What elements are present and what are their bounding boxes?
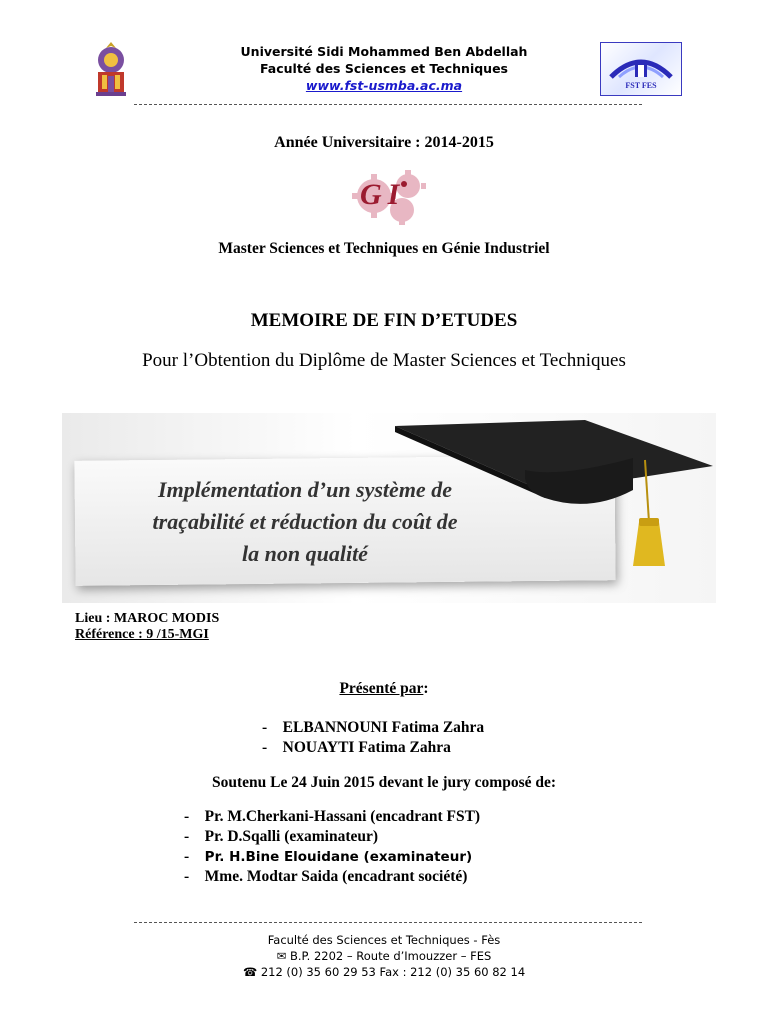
thesis-title-line-1: Implémentation d’un système de: [158, 477, 452, 502]
mailbox-icon: ✉: [276, 949, 287, 963]
diploma-line: Pour l’Obtention du Diplôme de Master Sciences et Techniques: [142, 350, 626, 371]
presented-by: Présenté par:: [339, 680, 429, 697]
phone-icon: ☎: [242, 965, 258, 979]
footer: [0, 932, 768, 980]
fst-logo-caption: FST FES: [625, 81, 657, 90]
author-item: - ELBANNOUNI Fatima Zahra: [262, 719, 485, 736]
footer-address: ✉ B.P. 2202 – Route d’Imouzzer – FES: [276, 949, 492, 963]
author-list: [262, 718, 484, 758]
website-link[interactable]: www.fst-usmba.ac.ma: [305, 78, 463, 93]
gi-program-logo: [352, 168, 428, 226]
university-name: Université Sidi Mohammed Ben Abdellah: [240, 44, 528, 59]
program-name: Master Sciences et Techniques en Génie Industriel: [218, 240, 550, 257]
jury-item: - Pr. D.Sqalli (examinateur): [184, 828, 379, 845]
memoire-title: MEMOIRE DE FIN D’ETUDES: [250, 310, 518, 331]
footer-divider: [134, 922, 642, 923]
gi-logo-text: GI: [360, 178, 406, 211]
jury-item: - Pr. M.Cherkani-Hassani (encadrant FST): [184, 808, 481, 825]
footer-phone: ☎ 212 (0) 35 60 29 53 Fax : 212 (0) 35 60 82 14: [242, 965, 526, 979]
reference: Référence : 9 /15-MGI: [75, 627, 209, 642]
thesis-title-line-3: la non qualité: [242, 541, 368, 566]
academic-year: Année Universitaire : 2014-2015: [274, 134, 494, 151]
jury-list: [184, 807, 480, 887]
faculty-name: Faculté des Sciences et Techniques: [259, 61, 509, 76]
fst-fes-logo: [600, 42, 682, 96]
defense-line: Soutenu Le 24 Juin 2015 devant le jury composé de:: [211, 774, 557, 791]
thesis-title-line-2: traçabilité et réduction du coût de: [152, 509, 458, 534]
lieu: Lieu : MAROC MODIS: [75, 611, 220, 626]
graduation-cap-icon: [395, 418, 715, 578]
author-item: - NOUAYTI Fatima Zahra: [262, 739, 451, 756]
header-divider: [134, 104, 642, 105]
presented-by-label: Présenté par: [339, 680, 424, 697]
footer-faculty: Faculté des Sciences et Techniques - Fès: [267, 933, 501, 947]
jury-item: - Pr. H.Bine Elouidane (examinateur): [184, 848, 473, 865]
jury-item: - Mme. Modtar Saida (encadrant société): [184, 868, 468, 885]
